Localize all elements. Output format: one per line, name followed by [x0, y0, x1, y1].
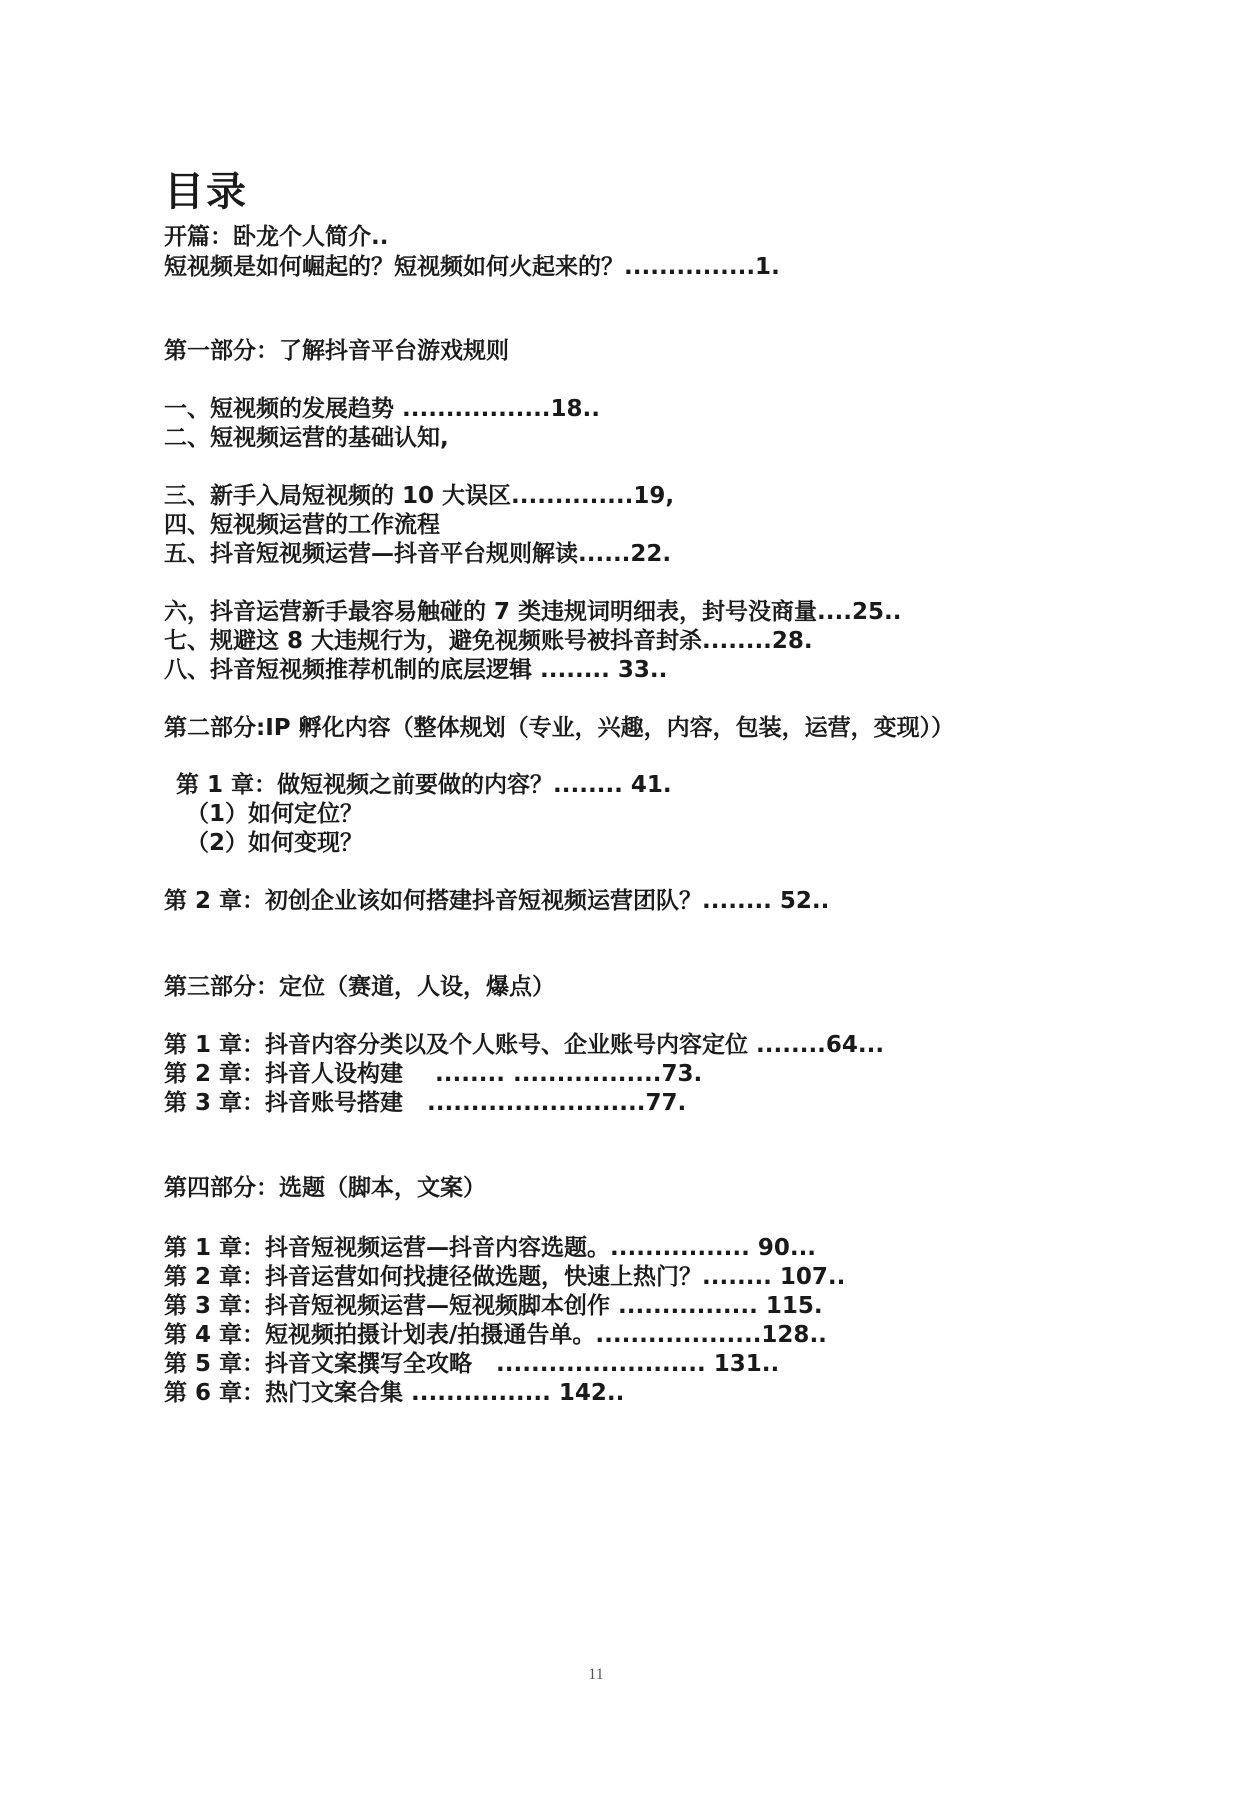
toc-entry: 一、短视频的发展趋势 .................18.. [164, 396, 601, 422]
toc-entry: 第 2 章：抖音运营如何找捷径做选题，快速上热门？........ 107.. [164, 1264, 846, 1290]
toc-section-part-3: 第三部分：定位（赛道，人设，爆点） [164, 974, 555, 1000]
toc-entry: 第 6 章：热门文案合集 ................ 142.. [164, 1380, 625, 1406]
toc-entry-rise: 短视频是如何崛起的？短视频如何火起来的？...............1. [164, 254, 780, 280]
toc-section-part-4: 第四部分：选题（脚本，文案） [164, 1175, 486, 1201]
toc-entry: 二、短视频运营的基础认知, [164, 425, 449, 451]
toc-subentry: （1）如何定位？ [186, 801, 364, 827]
page-number: 11 [588, 1666, 604, 1683]
toc-entry: 第 3 章：抖音短视频运营—短视频脚本创作 ................ 115. [164, 1293, 823, 1319]
toc-entry: 第 2 章：初创企业该如何搭建抖音短视频运营团队？........ 52.. [164, 888, 830, 914]
page-title: 目录 [164, 169, 248, 215]
toc-section-part-1: 第一部分：了解抖音平台游戏规则 [164, 338, 509, 364]
toc-section-part-2: 第二部分:IP 孵化内容（整体规划（专业，兴趣，内容，包装，运营，变现）） [164, 715, 955, 741]
toc-entry: 七、规避这 8 大违规行为，避免视频账号被抖音封杀........28. [164, 628, 813, 654]
toc-entry: 六，抖音运营新手最容易触碰的 7 类违规词明细表，封号没商量....25.. [164, 599, 902, 625]
toc-entry: 第 5 章：抖音文案撰写全攻略 ........................ 131.. [164, 1351, 780, 1377]
toc-entry-intro: 开篇：卧龙个人简介.. [164, 224, 389, 250]
toc-entry: 第 1 章：抖音短视频运营—抖音内容选题。................ 90... [164, 1235, 817, 1261]
toc-entry: 第 1 章：抖音内容分类以及个人账号、企业账号内容定位 ........64... [164, 1032, 885, 1058]
toc-entry: 第 1 章：做短视频之前要做的内容？........ 41. [176, 772, 672, 798]
toc-entry: 八、抖音短视频推荐机制的底层逻辑 ........ 33.. [164, 657, 668, 683]
toc-entry: 四、短视频运营的工作流程 [164, 512, 440, 538]
toc-entry: 第 3 章：抖音账号搭建 .........................77. [164, 1090, 687, 1116]
toc-entry: 三、新手入局短视频的 10 大误区..............19, [164, 483, 675, 509]
toc-subentry: （2）如何变现？ [186, 830, 364, 856]
toc-entry: 第 2 章：抖音人设构建 ........ .................73. [164, 1061, 703, 1087]
toc-entry: 五、抖音短视频运营—抖音平台规则解读......22. [164, 541, 672, 567]
toc-entry: 第 4 章：短视频拍摄计划表/拍摄通告单。...................128.. [164, 1322, 827, 1348]
